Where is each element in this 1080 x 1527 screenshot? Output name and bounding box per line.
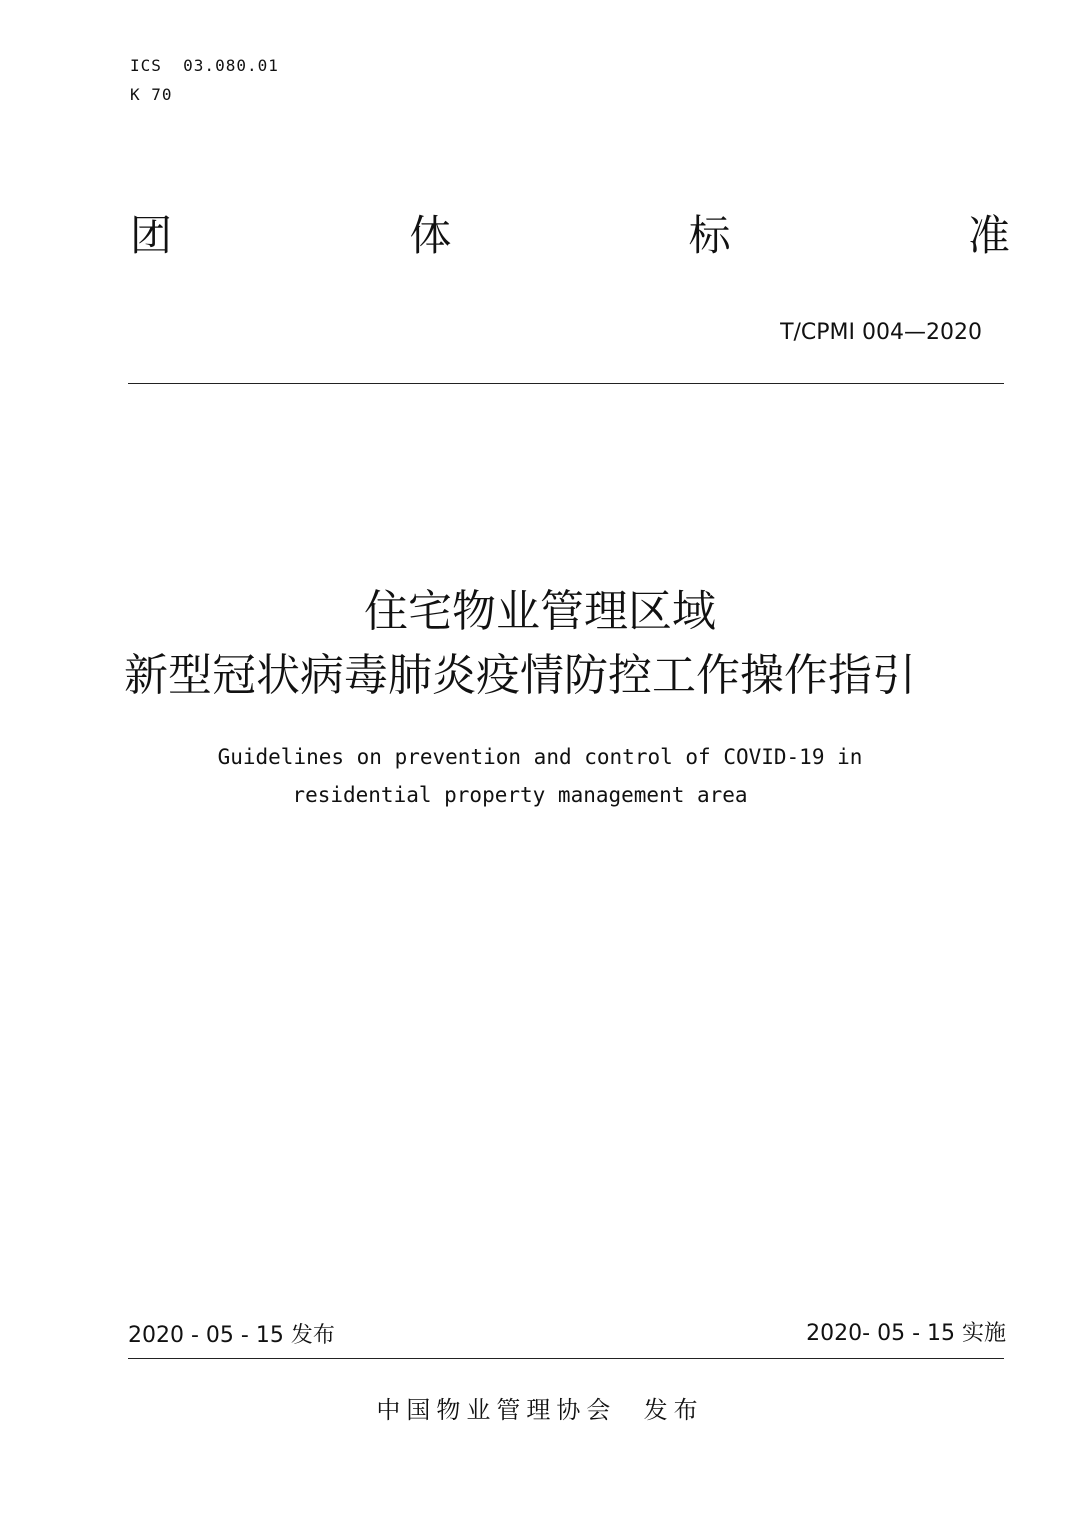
title-en-line-1: Guidelines on prevention and control of COVID-19 in <box>217 745 863 769</box>
standard-number: T/CPMI 004—2020 <box>780 320 982 345</box>
standard-type-heading <box>130 206 1010 266</box>
publish-date: 2020 - 05 - 15 发布 <box>128 1323 335 1348</box>
standard-type-char: 体 <box>409 211 452 260</box>
standard-type-char: 标 <box>688 211 731 260</box>
ccs-code: K 70 <box>130 85 173 104</box>
bottom-divider <box>128 1358 1004 1359</box>
title-cn-line-2: 新型冠状病毒肺炎疫情防控工作操作指引 <box>124 650 916 701</box>
title-cn-line-1: 住宅物业管理区域 <box>364 586 716 637</box>
publisher: 中国物业管理协会 发布 <box>376 1396 704 1424</box>
implement-date: 2020- 05 - 15 实施 <box>806 1321 1006 1346</box>
standard-type-char: 团 <box>130 211 173 260</box>
ics-code: ICS 03.080.01 <box>130 56 279 75</box>
title-en-line-2: residential property management area <box>292 783 748 807</box>
standard-type-char: 准 <box>967 211 1010 260</box>
top-divider <box>128 383 1004 384</box>
